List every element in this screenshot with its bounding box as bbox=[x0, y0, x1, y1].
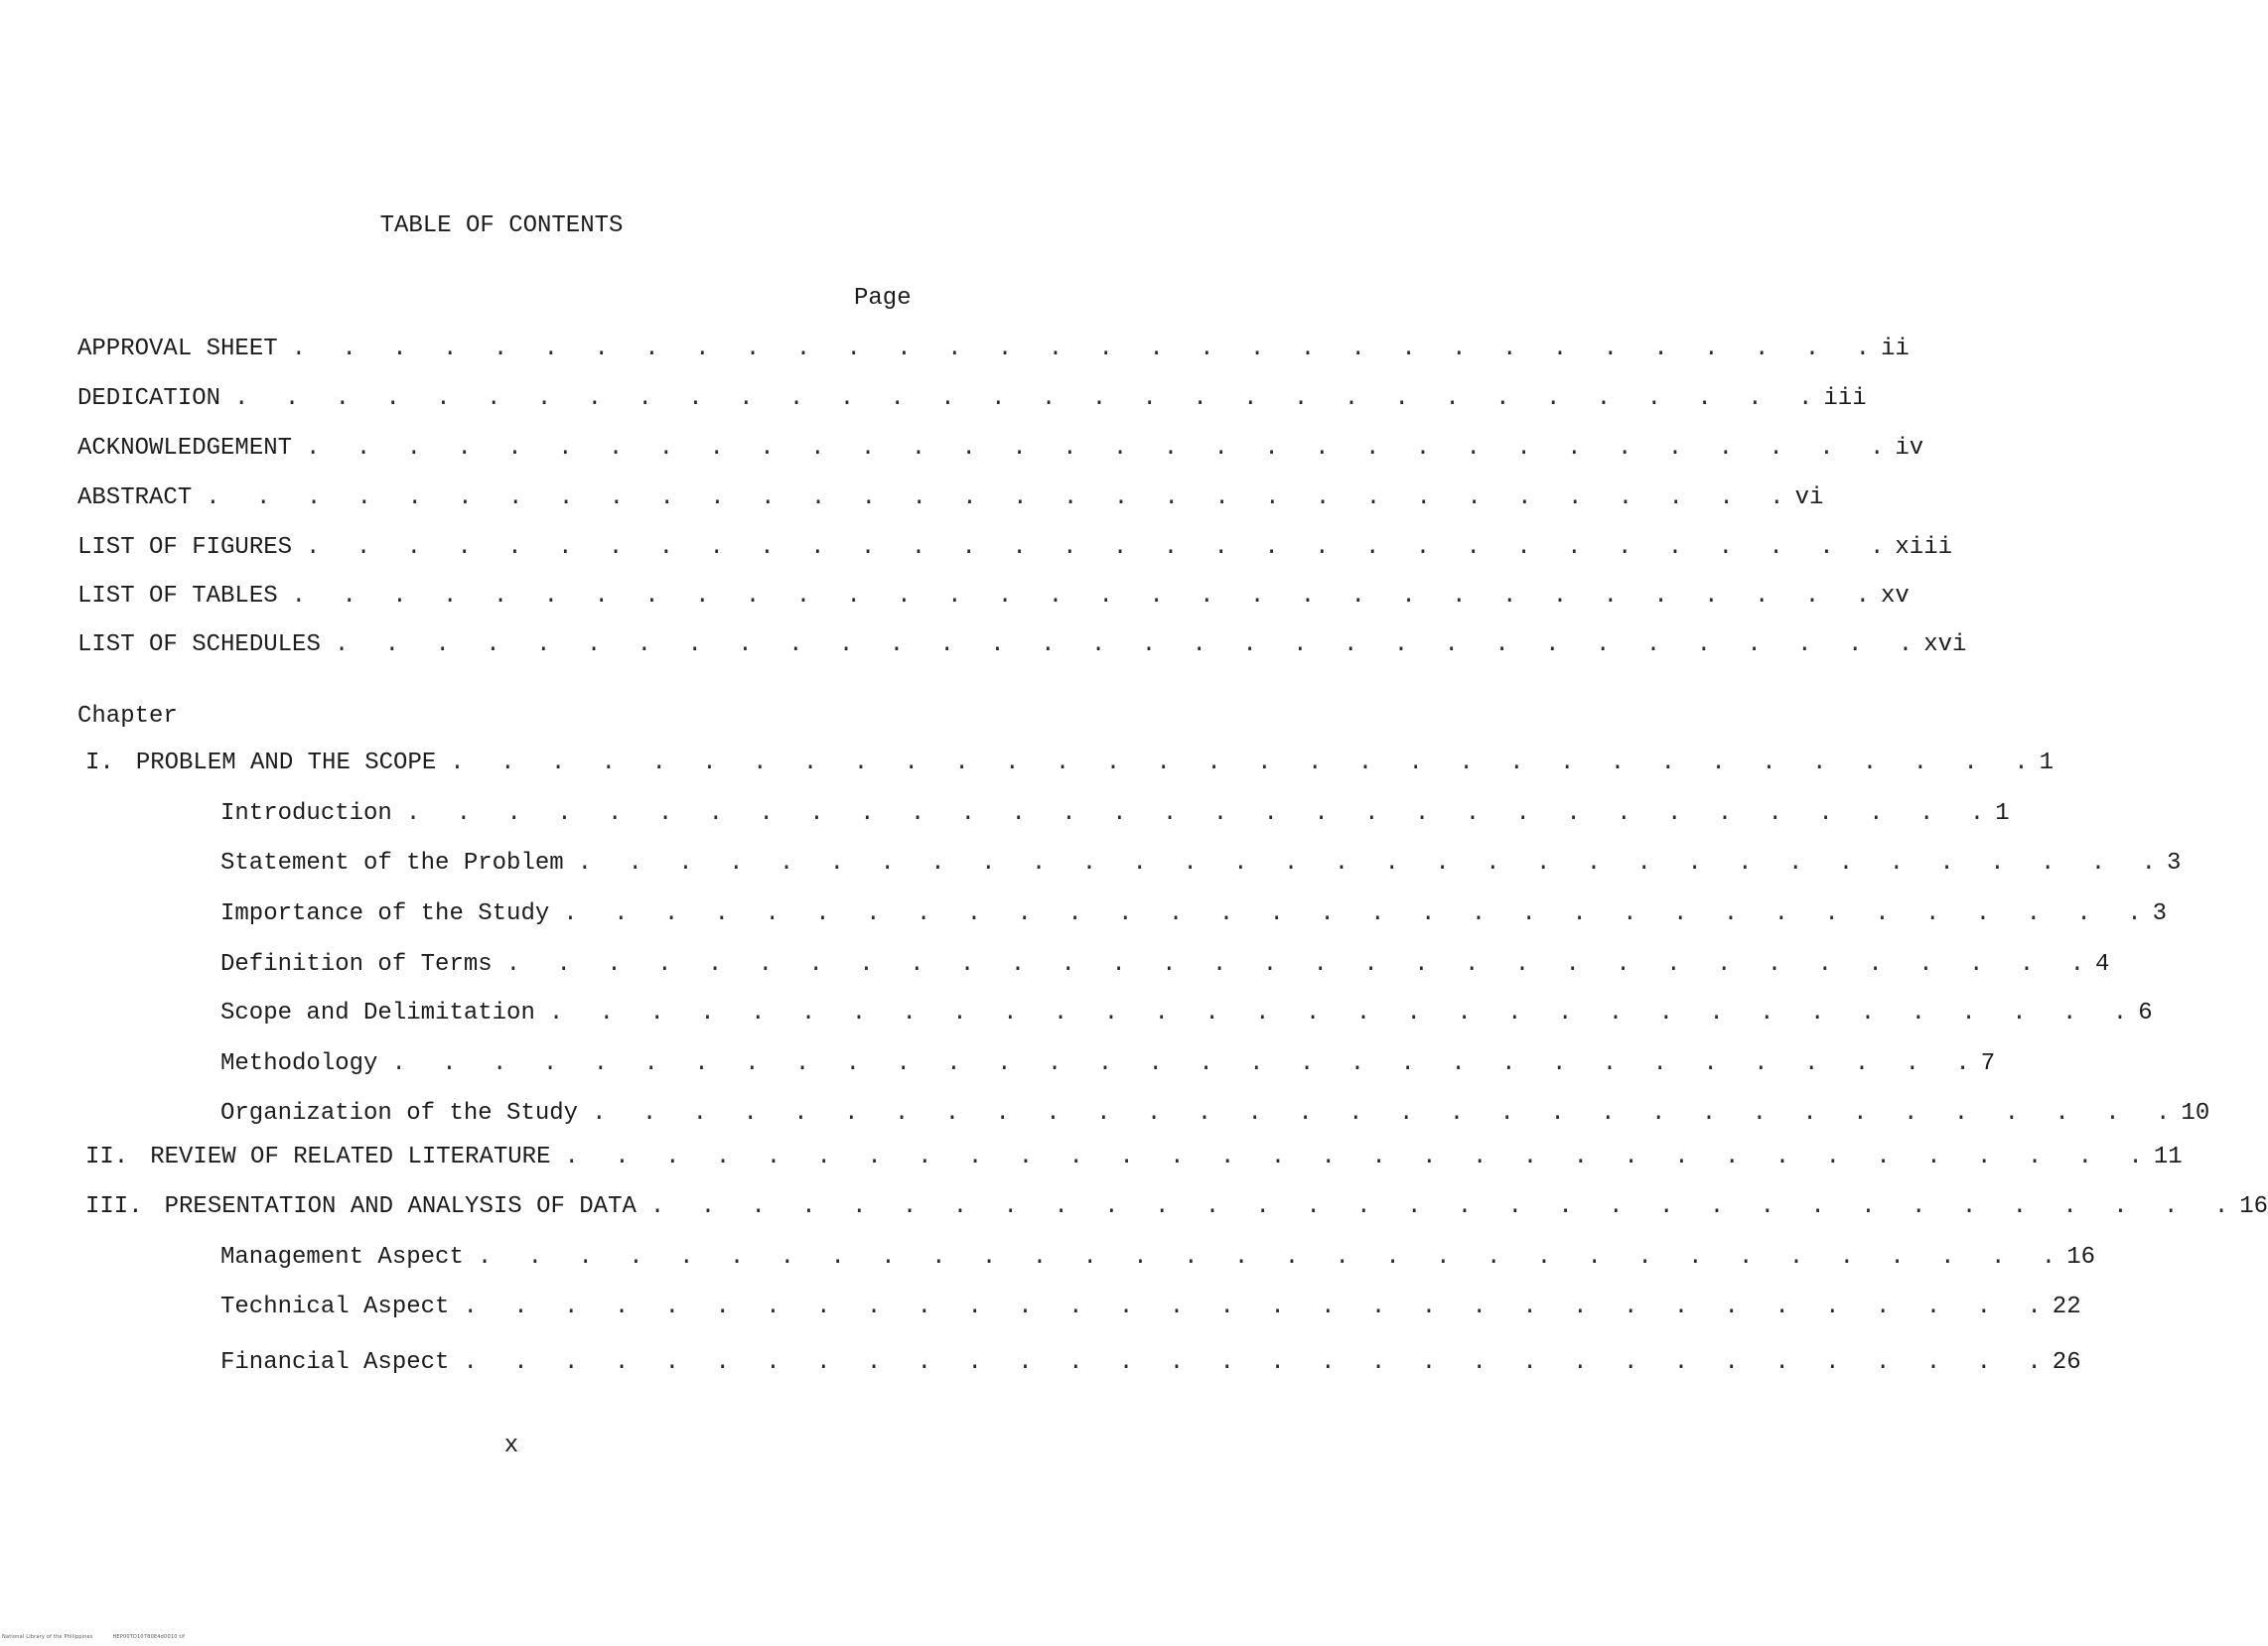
toc-front-matter-entry bbox=[77, 435, 1924, 471]
toc-entry-label: Scope and Delimitation bbox=[220, 1000, 535, 1027]
toc-entry-label: Technical Aspect bbox=[220, 1294, 450, 1320]
leader-dots: . . . . . . . . . . . . . . . . . . . . . . . . . . . . . . . . bbox=[291, 583, 1881, 610]
toc-section-entry bbox=[220, 1349, 2081, 1385]
leader-dots: . . . . . . . . . . . . . . . . . . . . . . . . . . . . . . . . bbox=[577, 850, 2168, 877]
leader-dots: . . . . . . . . . . . . . . . . . . . . . . . . . . . . . . . . bbox=[592, 1100, 2182, 1127]
toc-entry-label: Definition of Terms bbox=[220, 951, 493, 978]
page-column-header: Page bbox=[854, 285, 912, 312]
toc-entry-page: 1 bbox=[1995, 800, 2010, 827]
leader-dots: . . . . . . . . . . . . . . . . . . . . . . . . . . . . . . . . bbox=[206, 484, 1795, 511]
toc-front-matter-entry bbox=[77, 336, 1910, 371]
toc-entry-label: Financial Aspect bbox=[220, 1349, 450, 1376]
leader-dots: . . . . . . . . . . . . . . . . . . . . . . . . . . . . . . . . bbox=[334, 631, 1924, 658]
chapter-heading: Chapter bbox=[77, 703, 178, 730]
leader-dots: . . . . . . . . . . . . . . . . . . . . . . . . . . . . . . . . bbox=[505, 951, 2096, 978]
toc-entry-page: 3 bbox=[2152, 900, 2168, 927]
leader-dots: . . . . . . . . . . . . . . . . . . . . . . . . . . . . . . . . bbox=[391, 1050, 1981, 1077]
toc-chapter-entry bbox=[85, 1193, 2268, 1229]
toc-entry-label: Introduction bbox=[220, 800, 392, 827]
toc-entry-page: 16 bbox=[2239, 1193, 2268, 1220]
footer-library: National Library of the Philippines bbox=[2, 1634, 93, 1640]
toc-entry-page: iv bbox=[1895, 435, 1924, 462]
leader-dots: . . . . . . . . . . . . . . . . . . . . . . . . . . . . . . . . bbox=[306, 534, 1896, 561]
toc-entry-label: APPROVAL SHEET bbox=[77, 336, 278, 362]
toc-entry-label: PRESENTATION AND ANALYSIS OF DATA bbox=[164, 1193, 637, 1220]
leader-dots: . . . . . . . . . . . . . . . . . . . . . . . . . . . . . . . . bbox=[405, 800, 1996, 827]
leader-dots: . . . . . . . . . . . . . . . . . . . . . . . . . . . . . . . . bbox=[477, 1244, 2067, 1271]
toc-entry-label: REVIEW OF RELATED LITERATURE bbox=[150, 1144, 551, 1170]
toc-entry-label: LIST OF SCHEDULES bbox=[77, 631, 321, 658]
toc-front-matter-entry bbox=[77, 484, 1824, 520]
chapter-numeral: I. bbox=[85, 750, 114, 776]
toc-entry-page: 4 bbox=[2095, 951, 2110, 978]
toc-entry-label: LIST OF TABLES bbox=[77, 583, 278, 610]
toc-section-entry bbox=[220, 1100, 2210, 1136]
toc-entry-label: LIST OF FIGURES bbox=[77, 534, 293, 561]
toc-entry-page: 6 bbox=[2138, 1000, 2153, 1027]
toc-front-matter-entry bbox=[77, 631, 1967, 667]
toc-section-entry bbox=[220, 1244, 2096, 1280]
toc-entry-label: DEDICATION bbox=[77, 385, 221, 412]
toc-entry-page: 7 bbox=[1980, 1050, 1996, 1077]
leader-dots: . . . . . . . . . . . . . . . . . . . . . . . . . . . . . . . . bbox=[649, 1193, 2240, 1220]
toc-entry-label: Importance of the Study bbox=[220, 900, 550, 927]
toc-entry-label: PROBLEM AND THE SCOPE bbox=[135, 750, 437, 776]
leader-dots: . . . . . . . . . . . . . . . . . . . . . . . . . . . . . . . . bbox=[234, 385, 1824, 412]
leader-dots: . . . . . . . . . . . . . . . . . . . . . . . . . . . . . . . . bbox=[548, 1000, 2139, 1027]
leader-dots: . . . . . . . . . . . . . . . . . . . . . . . . . . . . . . . . bbox=[306, 435, 1896, 462]
leader-dots: . . . . . . . . . . . . . . . . . . . . . . . . . . . . . . . . bbox=[564, 1144, 2154, 1170]
leader-dots: . . . . . . . . . . . . . . . . . . . . . . . . . . . . . . . . bbox=[291, 336, 1881, 362]
page-folio: x bbox=[503, 1433, 519, 1459]
toc-front-matter-entry bbox=[77, 385, 1867, 421]
toc-entry-label: ABSTRACT bbox=[77, 484, 193, 511]
toc-entry-page: xv bbox=[1881, 583, 1910, 610]
toc-section-entry bbox=[220, 1294, 2081, 1329]
leader-dots: . . . . . . . . . . . . . . . . . . . . . . . . . . . . . . . . bbox=[463, 1349, 2053, 1376]
toc-entry-label: Organization of the Study bbox=[220, 1100, 579, 1127]
toc-entry-page: xvi bbox=[1923, 631, 1967, 658]
leader-dots: . . . . . . . . . . . . . . . . . . . . . . . . . . . . . . . . bbox=[450, 750, 2040, 776]
footer-file: HEP00TD10780E4d0010 tif bbox=[112, 1634, 186, 1640]
toc-entry-page: 3 bbox=[2167, 850, 2182, 877]
toc-entry-page: vi bbox=[1794, 484, 1824, 511]
toc-chapter-entry bbox=[85, 1144, 2183, 1179]
toc-entry-page: 22 bbox=[2052, 1294, 2081, 1320]
toc-entry-page: xiii bbox=[1895, 534, 1953, 561]
toc-front-matter-entry bbox=[77, 583, 1910, 618]
toc-entry-label: ACKNOWLEDGEMENT bbox=[77, 435, 293, 462]
toc-entry-page: 11 bbox=[2153, 1144, 2183, 1170]
toc-section-entry bbox=[220, 951, 2110, 987]
toc-section-entry bbox=[220, 800, 2010, 836]
toc-entry-page: iii bbox=[1823, 385, 1867, 412]
toc-section-entry bbox=[220, 900, 2168, 936]
toc-entry-page: 16 bbox=[2066, 1244, 2096, 1271]
leader-dots: . . . . . . . . . . . . . . . . . . . . . . . . . . . . . . . . bbox=[563, 900, 2153, 927]
toc-front-matter-entry bbox=[77, 534, 1953, 570]
toc-section-entry bbox=[220, 1050, 1996, 1086]
toc-chapter-entry bbox=[85, 750, 2055, 785]
toc-entry-page: 1 bbox=[2039, 750, 2055, 776]
page-title: TABLE OF CONTENTS bbox=[379, 212, 624, 239]
toc-entry-page: ii bbox=[1881, 336, 1910, 362]
chapter-numeral: III. bbox=[85, 1193, 143, 1220]
toc-entry-label: Methodology bbox=[220, 1050, 378, 1077]
chapter-numeral: II. bbox=[85, 1144, 129, 1170]
scan-footer bbox=[2, 1634, 203, 1640]
toc-entry-page: 10 bbox=[2181, 1100, 2210, 1127]
leader-dots: . . . . . . . . . . . . . . . . . . . . . . . . . . . . . . . . bbox=[463, 1294, 2053, 1320]
toc-entry-page: 26 bbox=[2052, 1349, 2081, 1376]
toc-entry-label: Statement of the Problem bbox=[220, 850, 564, 877]
toc-section-entry bbox=[220, 1000, 2153, 1035]
toc-section-entry bbox=[220, 850, 2182, 886]
toc-entry-label: Management Aspect bbox=[220, 1244, 464, 1271]
